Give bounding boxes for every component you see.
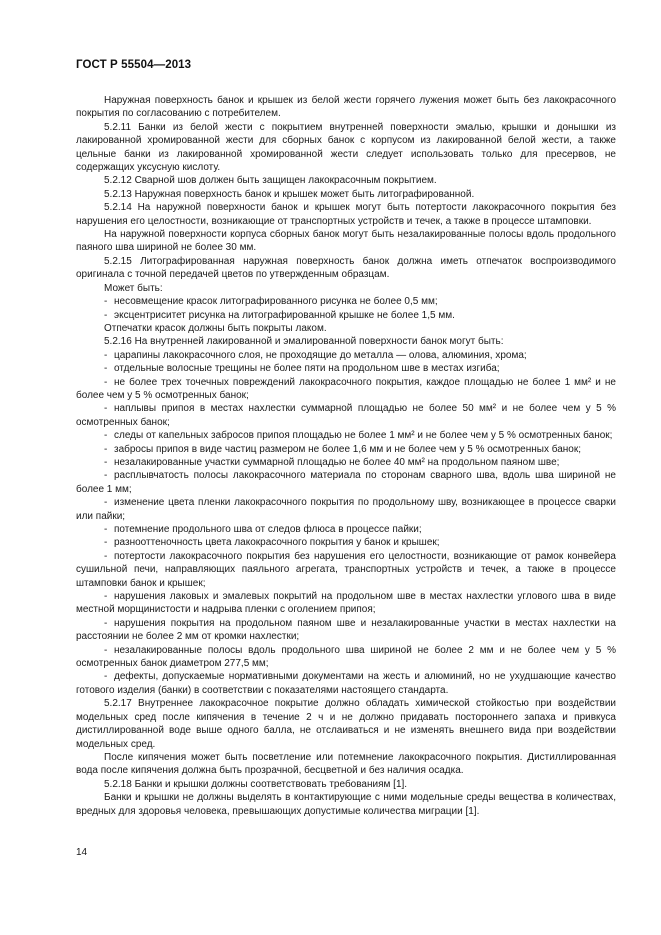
paragraph: 5.2.13 Наружная поверхность банок и крышек может быть литографированной. <box>104 188 475 200</box>
list-item-text: царапины лакокрасочного слоя, не проходящие до металла — олова, алюминия, хрома; <box>114 349 527 361</box>
page-number: 14 <box>76 847 88 858</box>
list-item <box>76 670 616 697</box>
list-item <box>76 429 616 442</box>
list-dash: - <box>104 537 108 549</box>
paragraph: 5.2.16 На внутренней лакированной и эмалированной поверхности банок могут быть: <box>104 336 504 348</box>
paragraph: Может быть: <box>104 282 163 294</box>
paragraph: 5.2.17 Внутреннее лакокрасочное покрытие должно обладать химической стойкостью при воздействии модельных сред после кипячения в течение 2 ч и не должно придавать постороннего запаха и привкуса дистиллированной воде выше одного балла, не отслаиваться и не изменять внешнего вида при воздействии модельных сред. <box>76 698 616 750</box>
paragraph: 5.2.15 Литографированная наружная поверхность банок должна иметь отпечаток воспроизводимого оригинала с точной передачей цветов по утвержденным образцам. <box>76 255 616 281</box>
list-dash: - <box>104 470 108 482</box>
list-item-text: эксцентриситет рисунка на литографированной крышке не более 1,5 мм. <box>114 309 455 321</box>
list-item-text: не более трех точечных повреждений лакокрасочного покрытия, каждое площадью не более 1 мм² и не более чем у 5 % осмотренных банок; <box>76 376 616 401</box>
list-item-text: несовмещение красок литографированного рисунка не более 0,5 мм; <box>114 296 438 308</box>
list-dash: - <box>104 456 108 468</box>
list-item-text: незалакированные участки суммарной площадью не более 40 мм² на продольном паяном шве; <box>114 456 560 468</box>
list-item <box>76 295 616 308</box>
list-item <box>76 617 616 644</box>
list-item <box>76 523 616 536</box>
list-item <box>76 550 616 590</box>
list-item-text: разнооттеночность цвета лакокрасочного покрытия у банок и крышек; <box>114 537 440 549</box>
list-item-text: нарушения лаковых и эмалевых покрытий на продольном шве в местах нахлестки углового шва в виде местной морщинистости и надрыва пленки с оголением припоя; <box>76 591 616 616</box>
list-item <box>76 496 616 523</box>
list-dash: - <box>104 497 108 509</box>
list-item-text: незалакированные полосы вдоль продольного шва шириной не более 2 мм и не более чем у 5 % осмотренных банок диаметром 277,5 мм; <box>76 644 616 670</box>
list-item <box>76 443 616 456</box>
list-item <box>76 376 616 403</box>
paragraph: После кипячения может быть посветление или потемнение лакокрасочного покрытия. Дистиллированная вода после кипячения должна быть прозрачной, бесцветной и без наличия осадка. <box>76 751 616 777</box>
list-dash: - <box>104 591 108 603</box>
list-item-text: расплывчатость полосы лакокрасочного материала по сторонам сварного шва, вдоль шва шириной не более 1 мм; <box>76 470 616 495</box>
paragraph: Банки и крышки не должны выделять в контактирующие с ними модельные среды вещества в количествах, вредных для здоровья человека, превышающих допустимые количества миграции [1]. <box>76 792 616 817</box>
document-body <box>76 94 616 818</box>
paragraph: 5.2.12 Сварной шов должен быть защищен лакокрасочным покрытием. <box>104 175 437 187</box>
list-item-text: забросы припоя в виде частиц размером не более 1,6 мм и не более чем у 5 % осмотренных банок; <box>114 443 582 455</box>
list-item-text: изменение цвета пленки лакокрасочного покрытия по продольному шву, возникающее в процессе сварки или пайки; <box>76 497 616 522</box>
list-dash: - <box>104 296 108 308</box>
list-item <box>76 402 616 429</box>
list-dash: - <box>104 644 108 656</box>
list-item-text: дефекты, допускаемые нормативными документами на жесть и алюминий, но не ухудшающие качество готового изделия (банки) в соответствии с показателями настоящего стандарта. <box>76 671 616 696</box>
list-item <box>76 644 616 671</box>
list-dash: - <box>104 617 108 629</box>
list-dash: - <box>104 443 108 455</box>
list-item-text: следы от капельных забросов припоя площадью не более 1 мм² и не более чем у 5 % осмотренных банок; <box>114 430 613 442</box>
list-dash: - <box>104 309 108 321</box>
list-item-text: нарушения покрытия на продольном паяном шве и незалакированные участки в местах нахлестки на расстоянии не более 2 мм от кромки нахлестки; <box>76 617 616 643</box>
list-item-text: потертости лакокрасочного покрытия без нарушения его целостности, возникающие от рамок конвейера сушильной печи, направляющих паяльного агрегата, транспортных устройств и течек, а также в процессе штамповки банок и крышек; <box>76 550 616 589</box>
list-item-text: потемнение продольного шва от следов флюса в процессе пайки; <box>114 524 422 535</box>
list-item-text: отдельные волосные трещины не более пяти на продольном шве в местах изгиба; <box>114 363 500 375</box>
document-header: ГОСТ Р 55504—2013 <box>76 59 192 71</box>
list-dash: - <box>104 430 108 442</box>
list-item <box>76 362 616 375</box>
list-item <box>76 309 616 322</box>
paragraph: 5.2.18 Банки и крышки должны соответствовать требованиям [1]. <box>104 778 408 790</box>
list-item <box>76 349 616 362</box>
list-dash: - <box>104 524 108 535</box>
list-dash: - <box>104 403 108 415</box>
list-dash: - <box>104 671 108 683</box>
paragraph: Наружная поверхность банок и крышек из белой жести горячего лужения может быть без лакокрасочного покрытия по согласованию с потребителем. <box>76 95 616 120</box>
list-dash: - <box>104 349 108 361</box>
list-item <box>76 590 616 617</box>
list-item <box>76 536 616 549</box>
paragraph: Отпечатки красок должны быть покрыты лаком. <box>104 322 327 334</box>
list-dash: - <box>104 550 108 562</box>
paragraph: 5.2.14 На наружной поверхности банок и крышек могут быть потертости лакокрасочного покрытия без нарушения его целостности, возникающие от транспортных устройств и течек, а также в процессе штамповки. <box>76 202 616 227</box>
paragraph: На наружной поверхности корпуса сборных банок могут быть незалакированные полосы вдоль продольного паяного шва шириной не более 30 мм. <box>76 229 616 254</box>
list-item-text: наплывы припоя в местах нахлестки суммарной площадью не более 50 мм² и не более чем у 5 % осмотренных банок; <box>76 403 616 428</box>
paragraph: 5.2.11 Банки из белой жести с покрытием внутренней поверхности эмалью, крышки и донышки из лакированной хромированной жести для сборных банок с корпусом из лакированной белой жести, а также цельные банки из лакированной хромированной жести следует использовать только для пресервов, не содержащих уксусную кислоту. <box>76 121 616 174</box>
list-item <box>76 456 616 469</box>
list-dash: - <box>104 363 108 375</box>
list-item <box>76 469 616 496</box>
list-dash: - <box>104 376 108 388</box>
